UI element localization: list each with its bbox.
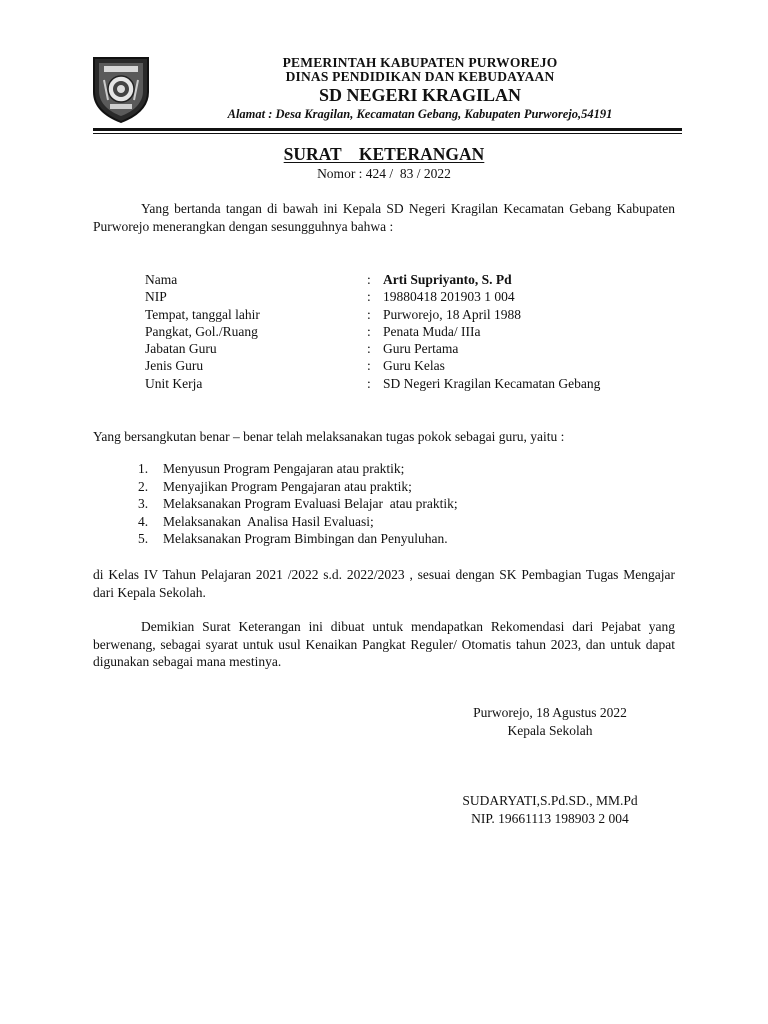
- list-item: [138, 530, 678, 548]
- list-number: 1.: [138, 461, 149, 476]
- letterhead: [200, 56, 640, 122]
- identity-label: Pangkat, Gol./Ruang: [145, 323, 258, 339]
- identity-colon: :: [367, 306, 371, 322]
- identity-value: Purworejo, 18 April 1988: [383, 306, 521, 322]
- identity-label: Nama: [145, 272, 178, 287]
- duties-list: [138, 460, 678, 548]
- identity-label: Unit Kerja: [145, 375, 203, 391]
- closing-paragraph: Demikian Surat Keterangan ini dibuat untuk mendapatkan Rekomendasi dari Pejabat yang berwenang, sebagai syarat untuk usul Kenaikan Pangkat Reguler/ Otomatis tahun 2023, dan untuk dapat digunakan sebagai mana mestinya.: [93, 619, 675, 669]
- letter-number: Nomor : 424 / 83 / 2022: [317, 166, 451, 181]
- list-item: [138, 495, 678, 513]
- list-item: [138, 513, 678, 531]
- list-number: 3.: [138, 496, 149, 511]
- letter-title-wrap: [0, 144, 768, 164]
- opening-paragraph: Yang bertanda tangan di bawah ini Kepala SD Negeri Kragilan Kecamatan Gebang Kabupaten Purworejo menerangkan dengan sesungguhnya bahwa :: [93, 201, 675, 234]
- identity-colon: :: [367, 323, 371, 339]
- list-text: Melaksanakan Program Bimbingan dan Penyuluhan.: [163, 531, 448, 546]
- duties-intro: Yang bersangkutan benar – benar telah melaksanakan tugas pokok sebagai guru, yaitu :: [93, 429, 565, 444]
- identity-value: Guru Pertama: [383, 341, 459, 357]
- signature-block: [430, 704, 670, 740]
- identity-table: [145, 271, 685, 392]
- identity-colon: :: [367, 341, 371, 357]
- list-text: Melaksanakan Analisa Hasil Evaluasi;: [163, 513, 374, 529]
- identity-row-position: [145, 340, 685, 357]
- signature-place-date: Purworejo, 18 Agustus 2022: [473, 705, 627, 720]
- list-number: 2.: [138, 478, 149, 494]
- list-number: 4.: [138, 513, 149, 529]
- identity-value: Arti Supriyanto, S. Pd: [383, 272, 512, 287]
- department-name: DINAS PENDIDIKAN DAN KEBUDAYAAN: [285, 69, 555, 84]
- identity-colon: :: [367, 272, 371, 287]
- identity-row-nama: [145, 271, 685, 288]
- letterhead-divider-thick: [93, 128, 682, 131]
- list-item: [138, 478, 678, 496]
- identity-colon: :: [367, 289, 371, 305]
- identity-value: SD Negeri Kragilan Kecamatan Gebang: [383, 375, 601, 391]
- identity-label: Jenis Guru: [145, 358, 204, 374]
- school-name: SD NEGERI KRAGILAN: [318, 85, 522, 105]
- class-statement: di Kelas IV Tahun Pelajaran 2021 /2022 s.d. 2022/2023 , sesuai dengan SK Pembagian Tugas Mengajar dari Kepala Sekolah.: [93, 567, 675, 600]
- identity-label: NIP: [145, 289, 167, 305]
- signature-position: Kepala Sekolah: [507, 723, 593, 738]
- identity-colon: :: [367, 375, 371, 391]
- identity-value: Guru Kelas: [383, 358, 445, 374]
- identity-value: 19880418 201903 1 004: [383, 289, 515, 305]
- identity-label: Jabatan Guru: [145, 341, 217, 357]
- identity-label: Tempat, tanggal lahir: [145, 306, 260, 322]
- list-text: Menyusun Program Pengajaran atau praktik;: [163, 461, 405, 476]
- school-address: Alamat : Desa Kragilan, Kecamatan Gebang, Kabupaten Purworejo,54191: [227, 107, 613, 121]
- signer-nip: NIP. 19661113 198903 2 004: [471, 811, 629, 826]
- letter-title: SURAT KETERANGAN: [283, 144, 485, 164]
- list-item: [138, 460, 678, 478]
- identity-row-birth: [145, 306, 685, 323]
- list-text: Menyajikan Program Pengajaran atau praktik;: [163, 478, 412, 494]
- identity-row-rank: [145, 323, 685, 340]
- signer-name: SUDARYATI,S.Pd.SD., MM.Pd: [462, 793, 638, 808]
- list-text: Melaksanakan Program Evaluasi Belajar atau praktik;: [163, 496, 458, 511]
- regency-crest-icon: [90, 54, 152, 124]
- identity-colon: :: [367, 358, 371, 374]
- signer-block: [430, 792, 670, 828]
- letterhead-divider-thin: [93, 133, 682, 134]
- list-number: 5.: [138, 531, 149, 546]
- identity-row-teacher-type: [145, 357, 685, 374]
- government-name: PEMERINTAH KABUPATEN PURWOREJO: [282, 55, 558, 70]
- identity-row-work-unit: [145, 375, 685, 392]
- identity-value: Penata Muda/ IIIa: [383, 323, 481, 339]
- identity-row-nip: [145, 288, 685, 305]
